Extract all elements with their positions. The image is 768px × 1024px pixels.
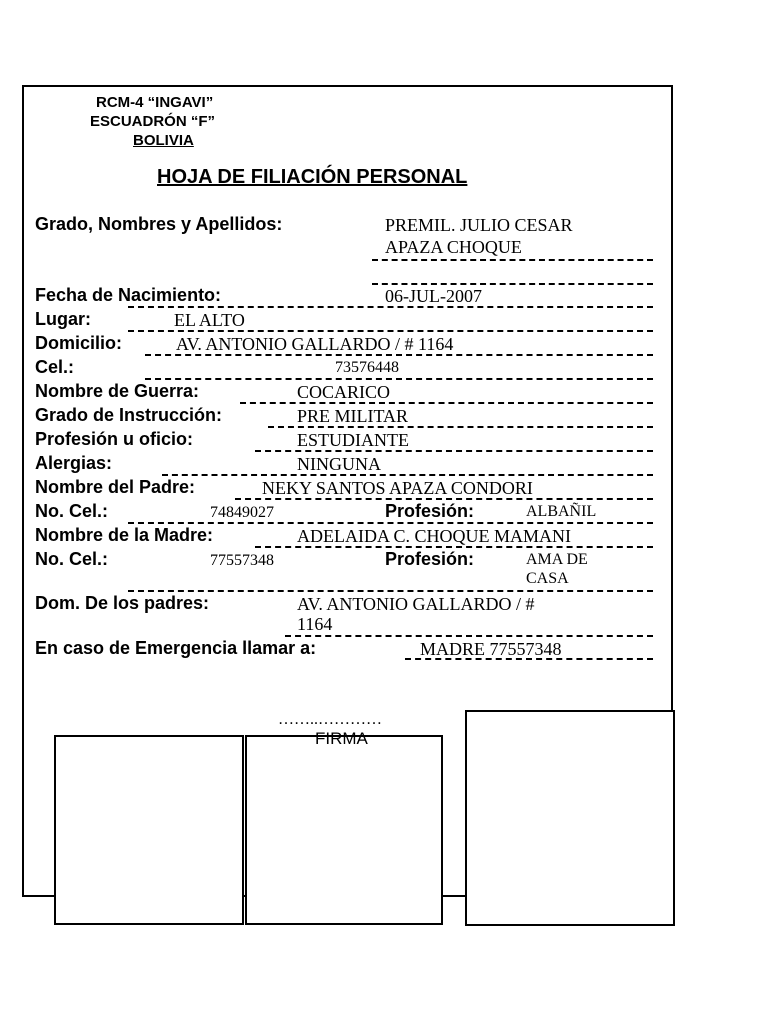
- value-domicilio: AV. ANTONIO GALLARDO / # 1164: [176, 334, 454, 354]
- photo-box: [465, 710, 675, 926]
- value-lugar: EL ALTO: [174, 310, 245, 330]
- dash-line: [285, 635, 653, 637]
- value-guerra: COCARICO: [297, 382, 391, 402]
- value-padre-cel: 74849027: [210, 504, 274, 521]
- label-padre-cel: No. Cel.:: [35, 501, 109, 521]
- label-fecha: Fecha de Nacimiento:: [35, 285, 222, 305]
- label-dom-padres: Dom. De los padres:: [35, 593, 210, 613]
- header-squadron: ESCUADRÓN “F”: [90, 113, 216, 130]
- dash-line: [268, 426, 653, 428]
- page-title: HOJA DE FILIACIÓN PERSONAL: [157, 166, 468, 188]
- dash-line: [128, 522, 653, 524]
- value-dom-padres-line2: 1164: [297, 614, 333, 634]
- dash-line: [372, 283, 653, 285]
- value-madre-profesion-line2: CASA: [526, 570, 569, 587]
- value-grado-line2: APAZA CHOQUE: [385, 237, 522, 257]
- value-dom-padres-line1: AV. ANTONIO GALLARDO / #: [297, 594, 535, 614]
- value-profesion: ESTUDIANTE: [297, 430, 409, 450]
- label-madre-cel: No. Cel.:: [35, 549, 109, 569]
- label-instruccion: Grado de Instrucción:: [35, 405, 223, 425]
- label-padre: Nombre del Padre:: [35, 477, 196, 497]
- fingerprint-box-right: [245, 735, 443, 925]
- value-madre: ADELAIDA C. CHOQUE MAMANI: [297, 526, 571, 546]
- dash-line: [128, 330, 653, 332]
- value-padre: NEKY SANTOS APAZA CONDORI: [262, 478, 533, 498]
- header-country: BOLIVIA: [133, 132, 194, 149]
- label-domicilio: Domicilio:: [35, 333, 123, 353]
- value-emergencia: MADRE 77557348: [420, 639, 562, 659]
- signature-line: ……..…………: [278, 711, 382, 728]
- dash-line: [145, 378, 653, 380]
- dash-line: [128, 306, 653, 308]
- dash-line: [128, 590, 653, 592]
- header-unit: RCM-4 “INGAVI”: [96, 94, 214, 111]
- dash-line: [405, 658, 653, 660]
- value-instruccion: PRE MILITAR: [297, 406, 409, 426]
- dash-line: [255, 546, 653, 548]
- dash-line: [240, 402, 653, 404]
- dash-line: [145, 354, 653, 356]
- label-madre: Nombre de la Madre:: [35, 525, 214, 545]
- value-madre-cel: 77557348: [210, 552, 274, 569]
- signature-label: FIRMA: [315, 729, 368, 748]
- dash-line: [235, 498, 653, 500]
- fingerprint-box-left: [54, 735, 244, 925]
- value-cel: 73576448: [335, 359, 399, 376]
- value-grado-line1: PREMIL. JULIO CESAR: [385, 215, 573, 235]
- dash-line: [162, 474, 653, 476]
- value-alergias: NINGUNA: [297, 454, 381, 474]
- label-cel: Cel.:: [35, 357, 75, 377]
- dash-line: [255, 450, 653, 452]
- label-emergencia: En caso de Emergencia llamar a:: [35, 638, 317, 658]
- value-fecha: 06-JUL-2007: [385, 286, 482, 306]
- label-alergias: Alergias:: [35, 453, 113, 473]
- label-grado: Grado, Nombres y Apellidos:: [35, 214, 283, 234]
- value-padre-profesion: ALBAÑIL: [526, 503, 597, 520]
- dash-line: [372, 259, 653, 261]
- value-madre-profesion-line1: AMA DE: [526, 551, 588, 568]
- label-profesion: Profesión u oficio:: [35, 429, 194, 449]
- label-padre-profesion: Profesión:: [385, 501, 475, 521]
- label-madre-profesion: Profesión:: [385, 549, 475, 569]
- label-guerra: Nombre de Guerra:: [35, 381, 200, 401]
- label-lugar: Lugar:: [35, 309, 91, 329]
